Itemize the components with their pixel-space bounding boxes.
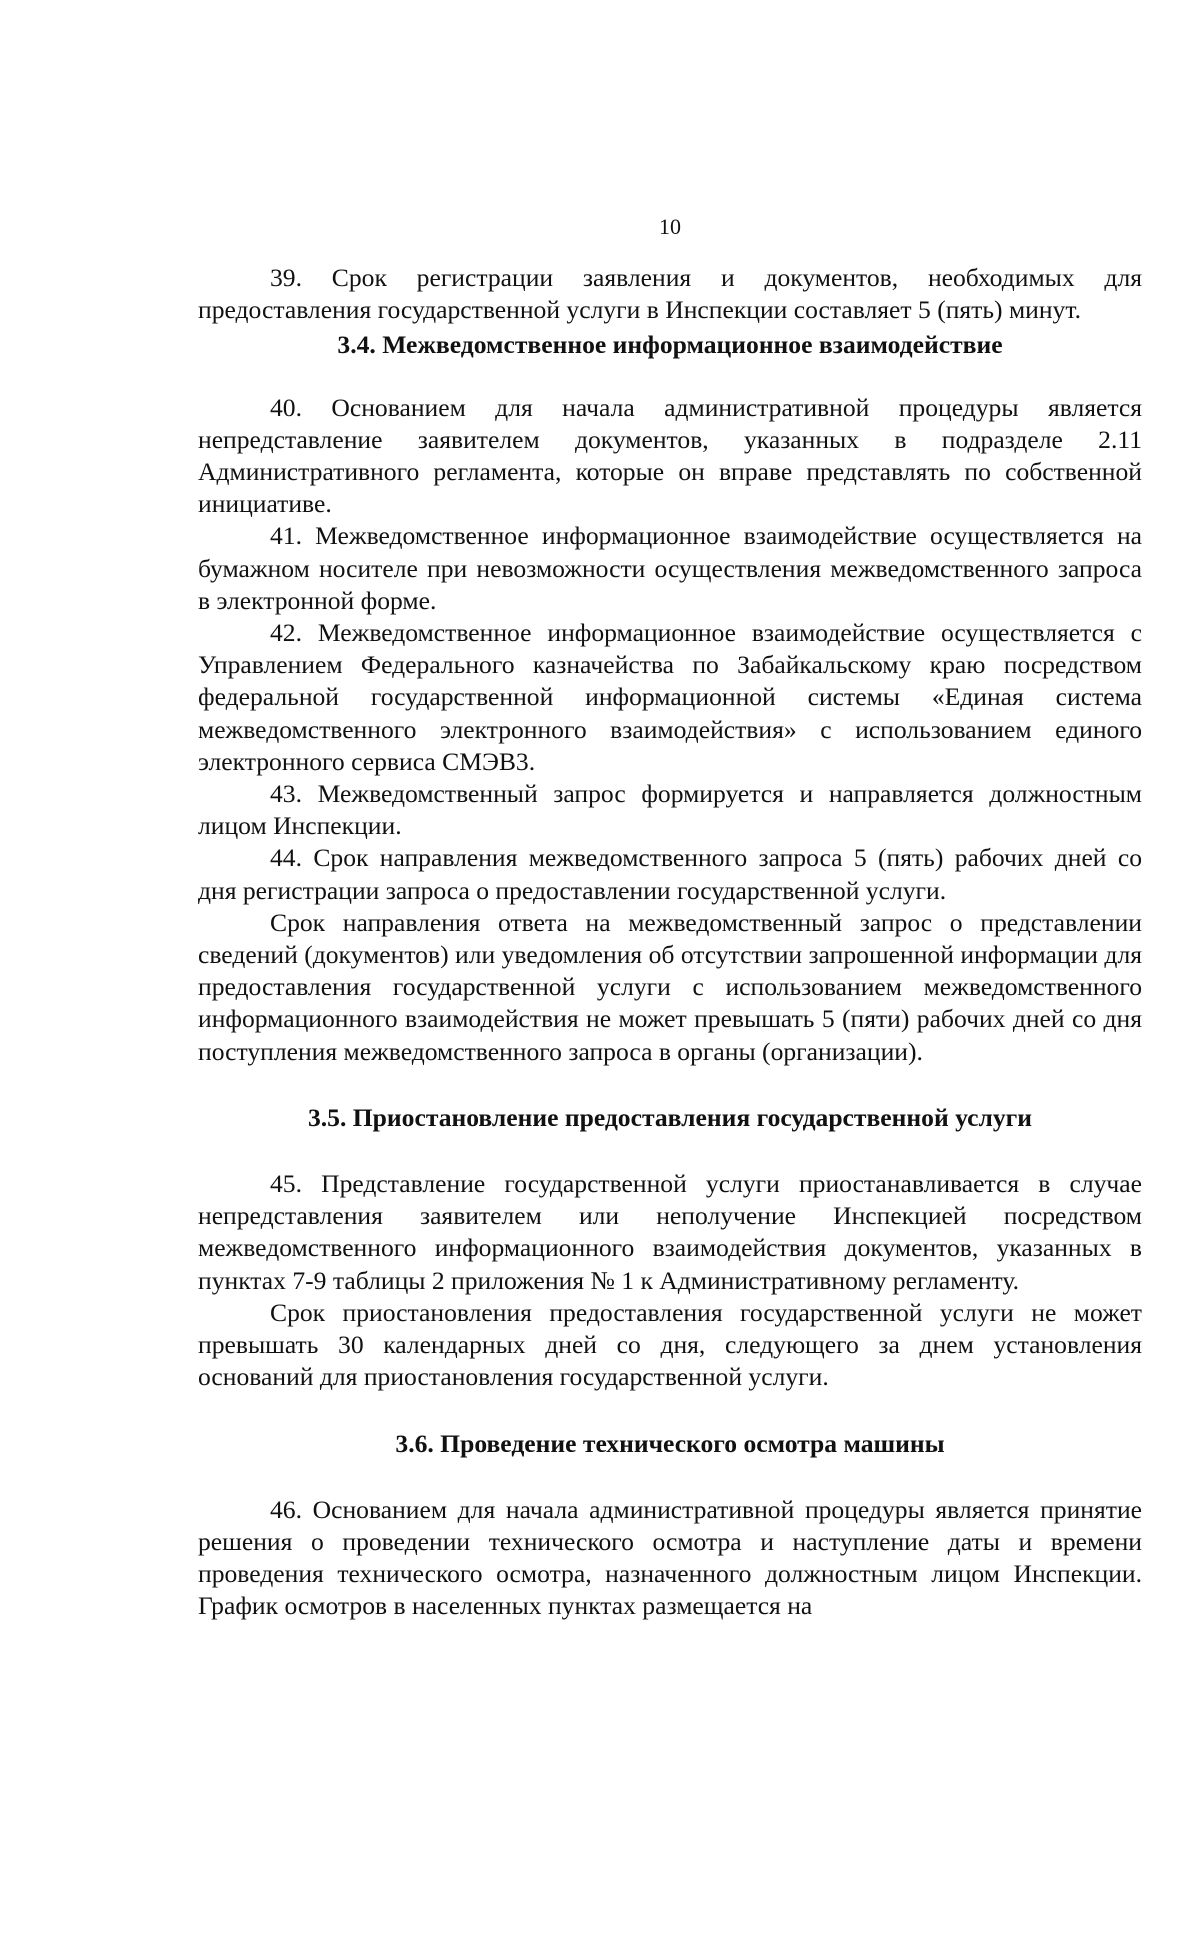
document-body (198, 262, 1142, 1623)
page-number: 10 (659, 214, 681, 239)
paragraph-44-continued: Срок направления ответа на межведомственный запрос о представлении сведений (документов) или уведомления об отсутствии запрошенной информации для предоставления государственной услуги с использованием межведомственного информационного взаимодействия не может превышать 5 (пяти) рабочих дней со дня поступления межведомственного запроса в органы (организации). (198, 907, 1142, 1066)
paragraph-45: 45. Представление государственной услуги приостанавливается в случае непредставления заявителем или неполучение Инспекцией посредством межведомственного информационного взаимодействия документов, указанных в пунктах 7-9 таблицы 2 приложения № 1 к Административному регламенту. (198, 1169, 1142, 1295)
section-heading-3-4: 3.4. Межведомственное информационное взаимодействие (337, 330, 1003, 360)
paragraph-44: 44. Срок направления межведомственного запроса 5 (пять) рабочих дней со дня регистрации запроса о предоставлении государственной услуги. (198, 843, 1142, 905)
paragraph-43: 43. Межведомственный запрос формируется и направляется должностным лицом Инспекции. (198, 779, 1142, 841)
paragraph-45-continued: Срок приостановления предоставления государственной услуги не может превышать 30 календарных дней со дня, следующего за днем установления оснований для приостановления государственной услуги. (198, 1297, 1142, 1392)
paragraph-40: 40. Основанием для начала административной процедуры является непредставление заявителем документов, указанных в подразделе 2.11 Административного регламента, которые он вправе представлять по собственной инициативе. (198, 392, 1142, 519)
section-heading-3-6: 3.6. Проведение технического осмотра машины (395, 1428, 945, 1458)
paragraph-42: 42. Межведомственное информационное взаимодействие осуществляется с Управлением Федерального казначейства по Забайкальскому краю посредством федеральной государственной информационной системы «Единая система межведомственного электронного взаимодействия» с использованием единого электронного сервиса СМЭВ3. (198, 618, 1142, 776)
paragraph-39: 39. Срок регистрации заявления и документов, необходимых для предоставления государственной услуги в Инспекции составляет 5 (пять) минут. (198, 263, 1142, 325)
section-heading-3-5: 3.5. Приостановление предоставления государственной услуги (307, 1102, 1032, 1132)
paragraph-41: 41. Межведомственное информационное взаимодействие осуществляется на бумажном носителе при невозможности осуществления межведомственного запроса в электронной форме. (198, 521, 1142, 615)
paragraph-46: 46. Основанием для начала административной процедуры является принятие решения о проведении технического осмотра и наступление даты и времени проведения технического осмотра, назначенного должностным лицом Инспекции. График осмотров в населенных пунктах размещается на (198, 1494, 1142, 1621)
